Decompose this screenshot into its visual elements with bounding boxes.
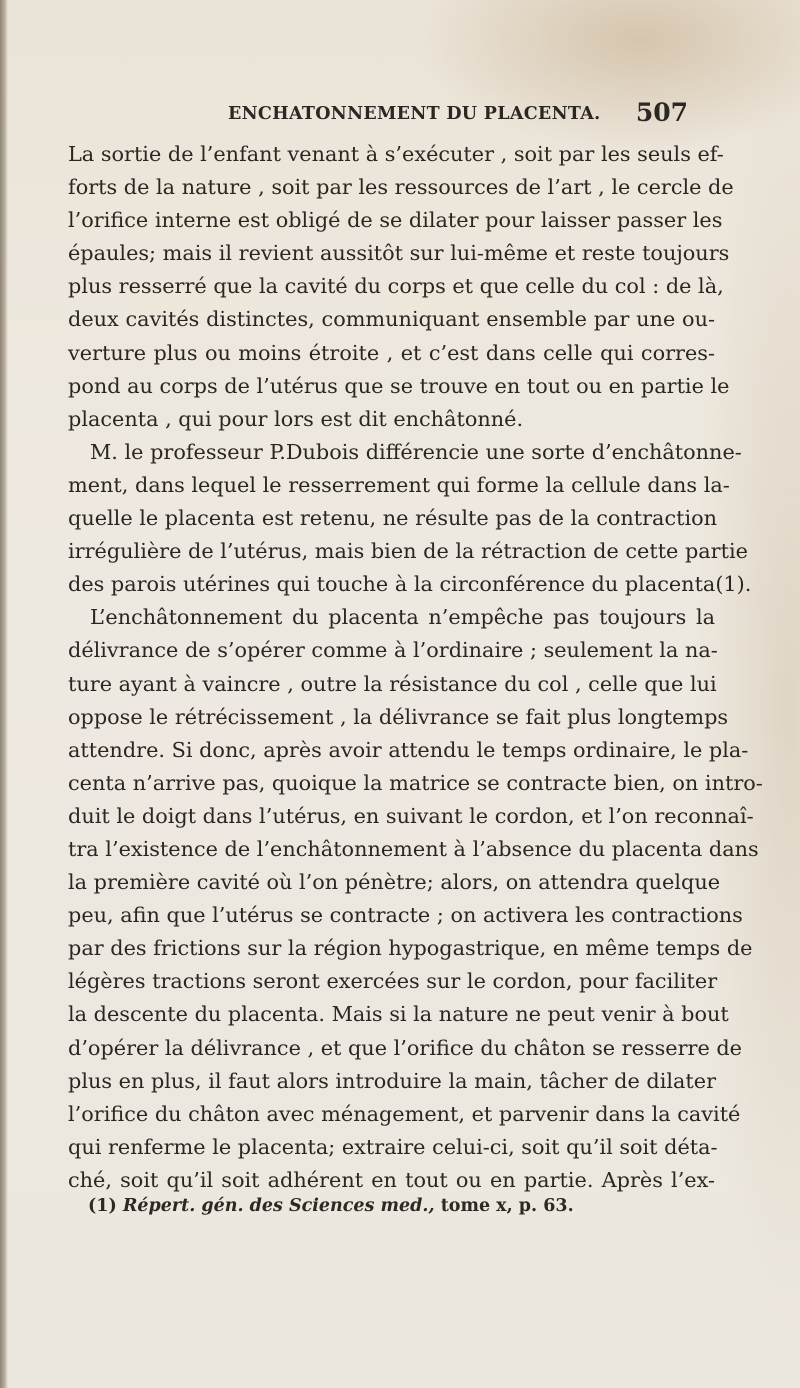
running-title: ENCHATONNEMENT DU PLACENTA. [228,104,601,124]
text-line: délivrance de s’opérer comme à l’ordinaire ; seulement la na- [68,638,718,663]
text-line: pond au corps de l’utérus que se trouve en tout ou en partie le [68,373,730,398]
footnote [88,1196,574,1216]
text-line: oppose le rétrécissement , la délivrance se fait plus longtemps [68,704,729,729]
text-line: épaules; mais il revient aussitôt sur lui-même et reste toujours [68,241,730,266]
text-line: M. le professeur P.Dubois différencie une sorte d’enchâtonne- [90,439,742,464]
text-line: tra l’existence de l’enchâtonnement à l’absence du placenta dans [68,836,759,861]
text-line: l’orifice du châton avec ménagement, et parvenir dans la cavité [68,1101,741,1126]
text-line: des parois utérines qui touche à la circonférence du placenta(1). [68,572,752,597]
text-line: La sortie de l’enfant venant à s’exécuter , soit par les seuls ef- [68,142,724,166]
text-line: plus en plus, il faut alors introduire la main, tâcher de dilater [68,1068,717,1093]
page-number: 507 [635,98,688,127]
text-line: la descente du placenta. Mais si la nature ne peut venir à bout [68,1002,729,1027]
text-line: ché, soit qu’il soit adhérent en tout ou en partie. Après l’ex- [68,1167,715,1192]
footnote-reference: tome x, p. 63. [440,1196,574,1216]
text-line: quelle le placenta est retenu, ne résulte pas de la contraction [68,506,718,531]
text-line: peu, afin que l’utérus se contracte ; on activera les contractions [68,903,743,928]
text-line: qui renferme le placenta; extraire celui-ci, soit qu’il soit déta- [68,1134,718,1159]
text-line: irrégulière de l’utérus, mais bien de la rétraction de cette partie [68,539,748,564]
text-line: forts de la nature , soit par les ressources de l’art , le cercle de [68,175,734,200]
text-line: légères tractions seront exercées sur le cordon, pour faciliter [68,969,718,994]
text-line: ture ayant à vaincre , outre la résistance du col , celle que lui [68,671,717,696]
text-line: par des frictions sur la région hypogastrique, en même temps de [68,936,753,961]
text-line: L’enchâtonnement du placenta n’empêche pas toujours la [90,605,715,630]
footnote-marker: (1) [88,1196,117,1216]
text-line: attendre. Si donc, après avoir attendu le temps ordinaire, le pla- [68,737,749,762]
main-text [68,138,763,1197]
page-binding-edge [0,0,8,1388]
text-line: plus resserré que la cavité du corps et que celle du col : de là, [68,274,724,299]
text-line: d’opérer la délivrance , et que l’orifice du châton se resserre de [68,1035,742,1060]
footnote-source: Répert. gén. des Sciences med., [122,1196,435,1216]
text-line: la première cavité où l’on pénètre; alors, on attendra quelque [68,870,721,895]
text-line: verture plus ou moins étroite , et c’est dans celle qui corres- [68,340,715,365]
text-line: l’orifice interne est obligé de se dilater pour laisser passer les [68,208,723,233]
text-line: duit le doigt dans l’utérus, en suivant le cordon, et l’on reconnaî- [68,803,754,828]
text-line: placenta , qui pour lors est dit enchâtonné. [68,406,524,431]
text-line: deux cavités distinctes, communiquant ensemble par une ou- [68,307,715,332]
page-header [228,98,688,134]
text-line: ment, dans lequel le resserrement qui forme la cellule dans la- [68,472,730,497]
text-line: centa n’arrive pas, quoique la matrice se contracte bien, on intro- [68,770,763,795]
